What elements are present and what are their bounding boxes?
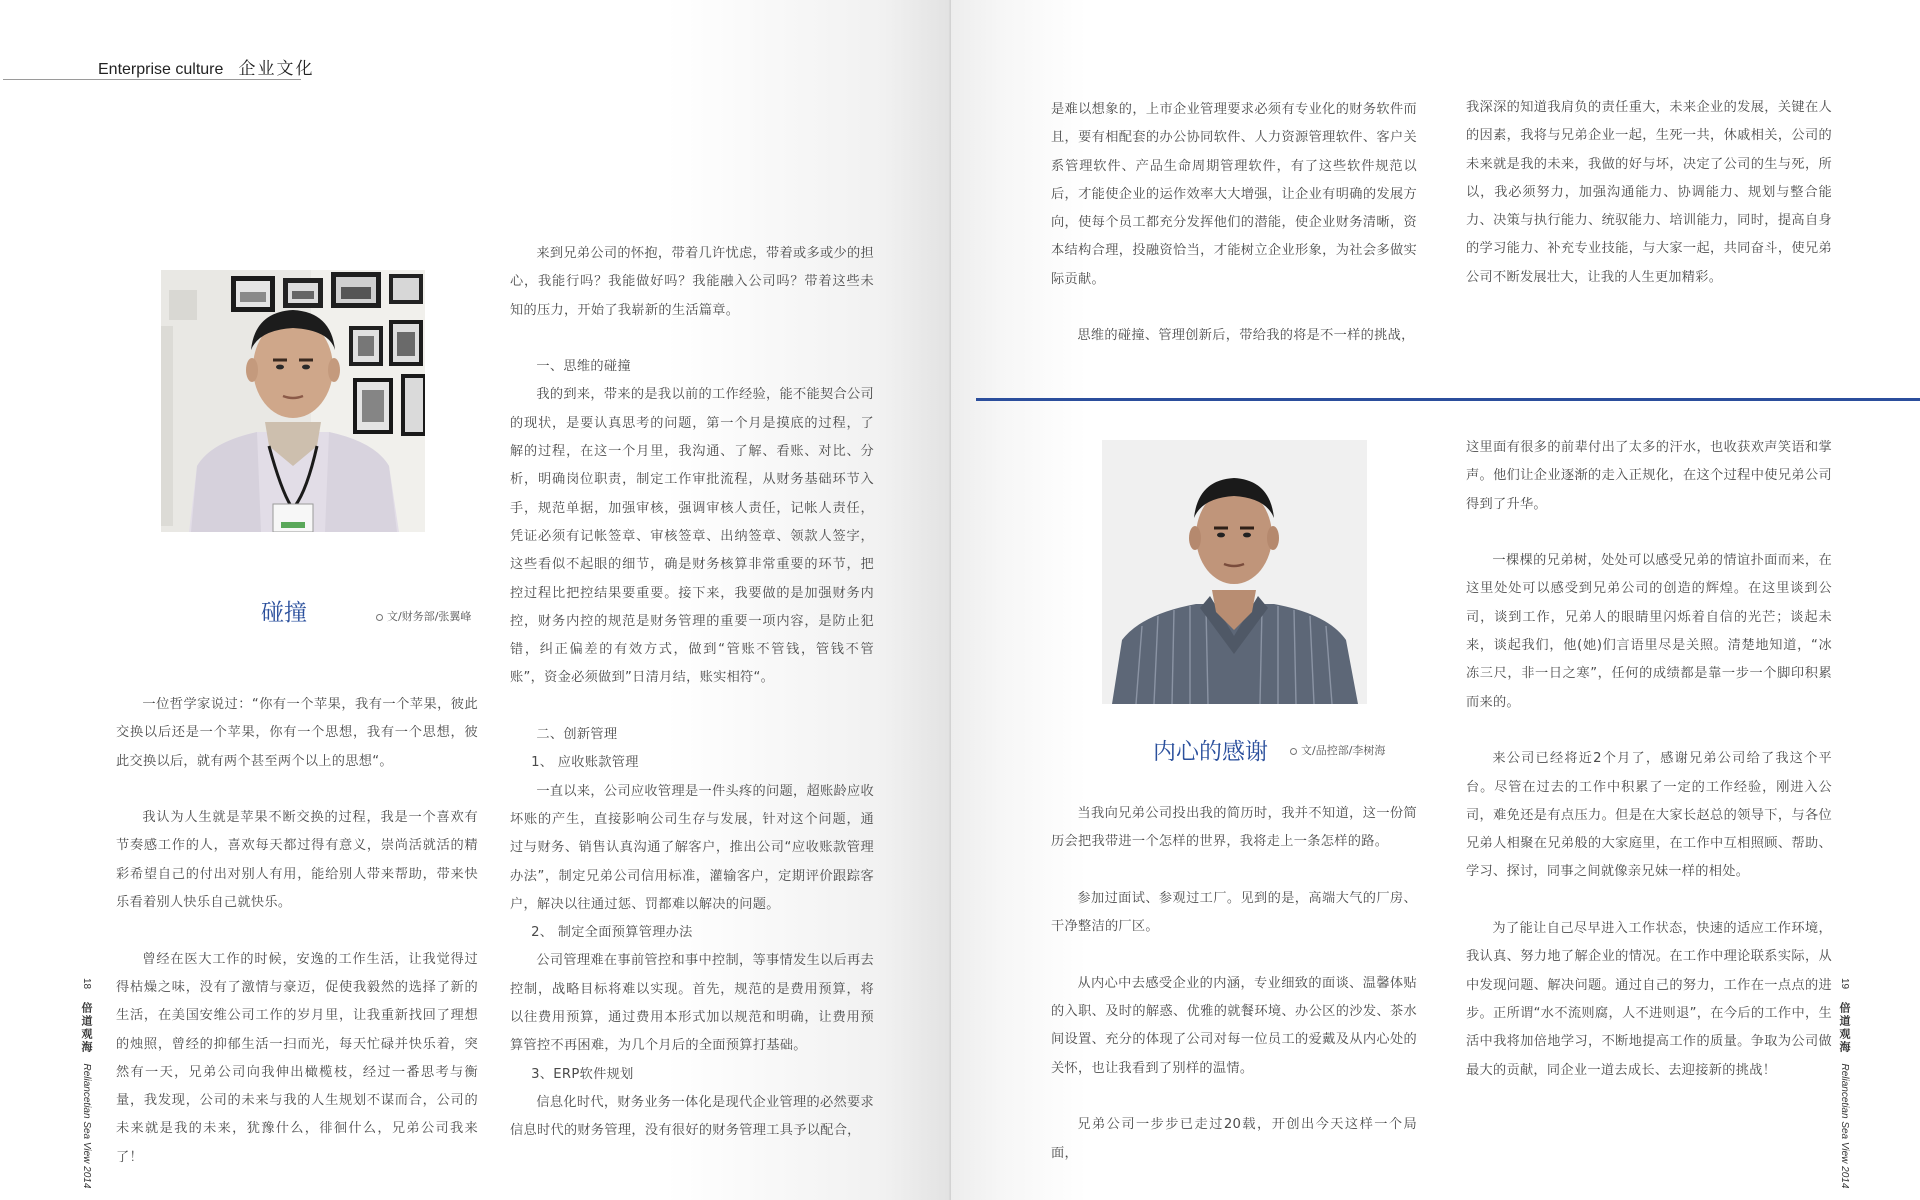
circle-bullet-icon — [376, 614, 383, 621]
paragraph: 一直以来，公司应收管理是一件头疼的问题，超账龄应收坏账的产生，直接影响公司生存与发展，针对这个问题，通过与财务、销售认真沟通了解客户，推出公司“应收账款管理办法”，制定兄弟公司信用标准，灌输客户，定期评价跟踪客户，解决以往通过惩、罚都难以解决的问题。 — [510, 783, 874, 912]
section-divider — [976, 398, 1920, 401]
paragraph: 这里面有很多的前辈付出了太多的汗水，也收获欢声笑语和掌声。他们让企业逐渐的走入正规化，在这个过程中使兄弟公司得到了升华。 — [1466, 440, 1832, 512]
byline-1 — [376, 608, 471, 624]
paragraph: 为了能让自己尽早进入工作状态，快速的适应工作环境，我认真、努力地了解企业的情况。在工作中理论联系实际，从中发现问题、解决问题。通过自己的努力，工作在一点点的进步。正所谓“水不流则腐，人不进则退”，在今后的工作中，生活中我将加倍地学习，不断地提高工作的质量。争取为公司做最大的贡献，同企业一道去成长、去迎接新的挑战！ — [1466, 921, 1832, 1078]
circle-bullet-icon — [1290, 748, 1297, 755]
article-title-2: 内心的感谢 — [1153, 739, 1268, 765]
continued-column-2 — [1466, 94, 1832, 292]
paragraph: 一棵棵的兄弟树，处处可以感受兄弟的情谊扑面而来，在这里处处可以感受到兄弟公司的创造的辉煌。在这里谈到公司，谈到工作，兄弟人的眼睛里闪烁着自信的光芒；谈起未来，谈起我们，他(她)们言语里尽是关照。清楚地知道，“冰冻三尺，非一日之寒”，任何的成绩都是靠一步一个脚印积累而来的。 — [1466, 553, 1832, 710]
header-rule — [3, 79, 301, 80]
paragraph: 3、ERP软件规划 — [531, 1066, 634, 1082]
paragraph: 1、 应收账款管理 — [531, 755, 639, 771]
paragraph: 曾经在医大工作的时候，安逸的工作生活，让我觉得过得枯燥之味，没有了激情与豪迈，促使我毅然的选择了新的生活，在美国安维公司工作的岁月里，让我重新找回了理想的烛照，曾经的抑郁生活一扫而光，每天忙碌并快乐着，突然有一天，兄弟公司向我伸出橄榄枝，经过一番思考与衡量，我发现，公司的未来与我的人生规划不谋而合，公司的未来就是我的未来，犹豫什么，徘徊什么，兄弟公司我来了！ — [116, 951, 478, 1165]
paragraph: 我深深的知道我肩负的责任重大，未来企业的发展，关键在人的因素，我将与兄弟企业一起，生死一共，休戚相关，公司的未来就是我的未来，我做的好与坏，决定了公司的生与死，所以，我必须努力，加强沟通能力、协调能力、规划与整合能力、决策与执行能力、统驭能力、培训能力，同时，提高自身的学习能力、补充专业技能，与大家一起，共同奋斗，使兄弟公司不断发展壮大，让我的人生更加精彩。 — [1466, 100, 1832, 285]
magazine-title-en-left: Reliancetian Sea View 2014 — [81, 1063, 92, 1189]
byline-2 — [1290, 742, 1385, 758]
page-number-right: 19 — [1839, 978, 1850, 990]
section-header — [98, 54, 314, 79]
paragraph: 2、 制定全面预算管理办法 — [531, 925, 693, 941]
paragraph: 一位哲学家说过：“你有一个苹果，我有一个苹果，彼此交换以后还是一个苹果，你有一个思想，我有一个思想，彼此交换以后，就有两个甚至两个以上的思想“。 — [116, 697, 478, 769]
continued-column-1 — [1051, 96, 1417, 351]
author-photo-2 — [1102, 440, 1367, 704]
page-side-label-left — [78, 978, 94, 1188]
header-cn: 企业文化 — [238, 59, 315, 79]
article-title-1: 碰撞 — [261, 600, 307, 626]
paragraph: 参加过面试、参观过工厂。见到的是，高端大气的厂房、干净整洁的厂区。 — [1051, 890, 1417, 935]
paragraph: 公司管理难在事前管控和事中控制，等事情发生以后再去控制，战略目标将难以实现。首先，规范的是费用预算，将以往费用预算，通过费用本形式加以规范和明确，让费用预算管控不再困难，为几个月后的全面预算打基础。 — [510, 953, 874, 1054]
paragraph: 思维的碰撞、管理创新后，带给我的将是不一样的挑战， — [1077, 328, 1415, 344]
left-page — [0, 0, 951, 1200]
paragraph: 是难以想象的，上市企业管理要求必须有专业化的财务软件而且，要有相配套的办公协同软件、人力资源管理软件、客户关系管理软件、产品生命周期管理软件，有了这些软件规范以后，才能使企业的运作效率大大增强，让企业有明确的发展方向，使每个员工都充分发挥他们的潜能，使企业财务清晰，资本结构合理，投融资恰当，才能树立企业形象，为社会多做实际贡献。 — [1051, 102, 1417, 287]
page-number-left: 18 — [81, 978, 92, 990]
magazine-title-zh-left: 倍道观海 — [80, 1002, 93, 1055]
page-side-label-right — [1836, 978, 1852, 1188]
byline-text-2: 文/品控部/李树海 — [1301, 744, 1386, 757]
paragraph: 一、思维的碰撞 — [536, 359, 631, 375]
article-1-column-1 — [116, 691, 478, 1172]
paragraph: 来到兄弟公司的怀抱，带着几许忧虑，带着或多或少的担心，我能行吗？我能做好吗？我能融入公司吗？带着这些未知的压力，开始了我崭新的生活篇章。 — [510, 246, 874, 318]
paragraph: 当我向兄弟公司投出我的简历时，我并不知道，这一份简历会把我带进一个怎样的世界，我将走上一条怎样的路。 — [1051, 806, 1417, 850]
paragraph: 二、创新管理 — [536, 727, 618, 743]
paragraph: 信息化时代，财务业务一体化是现代企业管理的必然要求信息时代的财务管理，没有很好的财务管理工具予以配合， — [510, 1094, 874, 1139]
magazine-title-en-right: Reliancetian Sea View 2014 — [1839, 1063, 1850, 1189]
magazine-title-zh-right: 倍道观海 — [1838, 1002, 1851, 1055]
byline-text-1: 文/财务部/张翼峰 — [387, 610, 472, 623]
article-2-column-2 — [1466, 434, 1832, 1085]
article-2-column-1 — [1051, 800, 1417, 1168]
paragraph: 我的到来，带来的是我以前的工作经验，能不能契合公司的现状，是要认真思考的问题，第一个月是摸底的过程，了解的过程，在这一个月里，我沟通、了解、看账、对比、分析，明确岗位职责，制定工作审批流程，从财务基础环节入手，规范单据，加强审核，强调审核人责任，记帐人责任，凭证必须有记帐签章、审核签章、出纳签章、领款人签字，这些看似不起眼的细节，确是财务核算非常重要的环节，把控过程比把控结果要重要。接下来，我要做的是加强财务内控，财务内控的规范是财务管理的重要一项内容，是防止犯错，纠正偏差的有效方式，做到“管账不管钱，管钱不管账”，资金必须做到”日清月结，账实相符“。 — [510, 387, 874, 686]
paragraph: 兄弟公司一步步已走过20载，开创出今天这样一个局面， — [1051, 1117, 1417, 1161]
header-en: Enterprise culture — [98, 61, 224, 78]
article-1-column-2 — [510, 240, 874, 1146]
paragraph: 来公司已经将近2个月了，感谢兄弟公司给了我这个平台。尽管在过去的工作中积累了一定的工作经验，刚进入公司，难免还是有点压力。但是在大家长赵总的领导下，与各位兄弟人相聚在兄弟般的大家庭里，在工作中互相照顾、帮助、学习、探讨，同事之间就像亲兄妹一样的相处。 — [1466, 751, 1832, 880]
author-photo-1 — [161, 270, 425, 532]
paragraph: 我认为人生就是苹果不断交换的过程，我是一个喜欢有节奏感工作的人，喜欢每天都过得有意义，崇尚活就活的精彩希望自己的付出对别人有用，能给别人带来帮助，带来快乐看着别人快乐自己就快乐。 — [116, 810, 478, 911]
paragraph: 从内心中去感受企业的内涵，专业细致的面谈、温馨体贴的入职、及时的解惑、优雅的就餐环境、办公区的沙发、茶水间设置、充分的体现了公司对每一位员工的爱戴及从内心处的关怀，也让我看到了别样的温情。 — [1051, 975, 1417, 1076]
